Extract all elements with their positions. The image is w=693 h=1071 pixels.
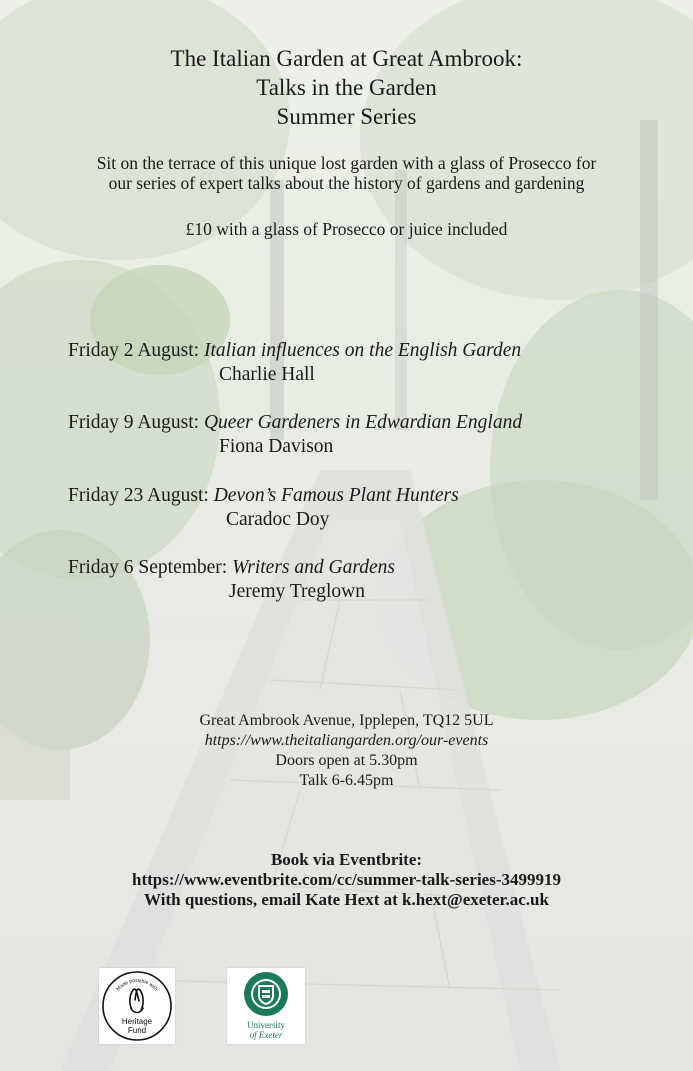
exeter-emblem (227, 968, 305, 1044)
eventbrite-link[interactable]: https://www.eventbrite.com/cc/summer-talk-series-3499919 (132, 870, 561, 889)
talk-topic: Queer Gardeners in Edwardian England (203, 412, 523, 433)
talk-speaker: Charlie Hall (219, 364, 315, 385)
crossed-fingers-icon (130, 989, 143, 1012)
talk-item (68, 339, 522, 385)
heritage-name: Heritage (121, 1017, 153, 1026)
poster-title (0, 44, 693, 131)
talk-item (68, 484, 459, 530)
exeter-name: of Exeter (249, 1030, 283, 1040)
heritage-arc-text: Made possible with (115, 977, 159, 993)
title-line: Summer Series (276, 104, 417, 129)
talk-item (68, 411, 523, 457)
talk-topic: Devon’s Famous Plant Hunters (213, 485, 459, 506)
talk-time: Talk 6-6.45pm (299, 772, 394, 789)
talk-date: Friday 6 September: (68, 557, 228, 578)
title-line: The Italian Garden at Great Ambrook: (170, 46, 523, 71)
university-of-exeter-logo (227, 968, 305, 1044)
booking-heading: Book via Eventbrite: (270, 850, 423, 869)
talk-topic: Writers and Gardens (232, 557, 395, 578)
booking-info (0, 850, 693, 910)
intro-line: Sit on the terrace of this unique lost garden with a glass of Prosecco for (96, 153, 597, 173)
talk-speaker: Jeremy Treglown (229, 581, 365, 602)
talk-topic: Italian influences on the English Garden (203, 340, 522, 361)
price-text: £10 with a glass of Prosecco or juice included (185, 219, 508, 239)
events-link[interactable]: https://www.theitaliangarden.org/our-events (204, 732, 489, 749)
talk-speaker: Caradoc Doy (226, 509, 330, 530)
intro-line: our series of expert talks about the history of gardens and gardening (108, 173, 585, 193)
intro-text (40, 153, 653, 193)
exeter-name: University (247, 1020, 285, 1030)
talk-date: Friday 2 August: (68, 340, 200, 361)
doors-time: Doors open at 5.30pm (275, 752, 418, 769)
heritage-fund-logo (99, 968, 175, 1044)
venue-info (0, 711, 693, 791)
talk-date: Friday 9 August: (68, 412, 200, 433)
talk-speaker: Fiona Davison (219, 436, 334, 457)
talk-date: Friday 23 August: (68, 485, 209, 506)
heritage-fund-emblem (99, 968, 175, 1044)
contact-email[interactable]: With questions, email Kate Hext at k.hext@exeter.ac.uk (144, 890, 549, 909)
talk-item (68, 556, 395, 602)
heritage-name: Fund (127, 1026, 147, 1035)
title-line: Talks in the Garden (256, 75, 437, 100)
venue-address: Great Ambrook Avenue, Ipplepen, TQ12 5UL (199, 712, 494, 729)
